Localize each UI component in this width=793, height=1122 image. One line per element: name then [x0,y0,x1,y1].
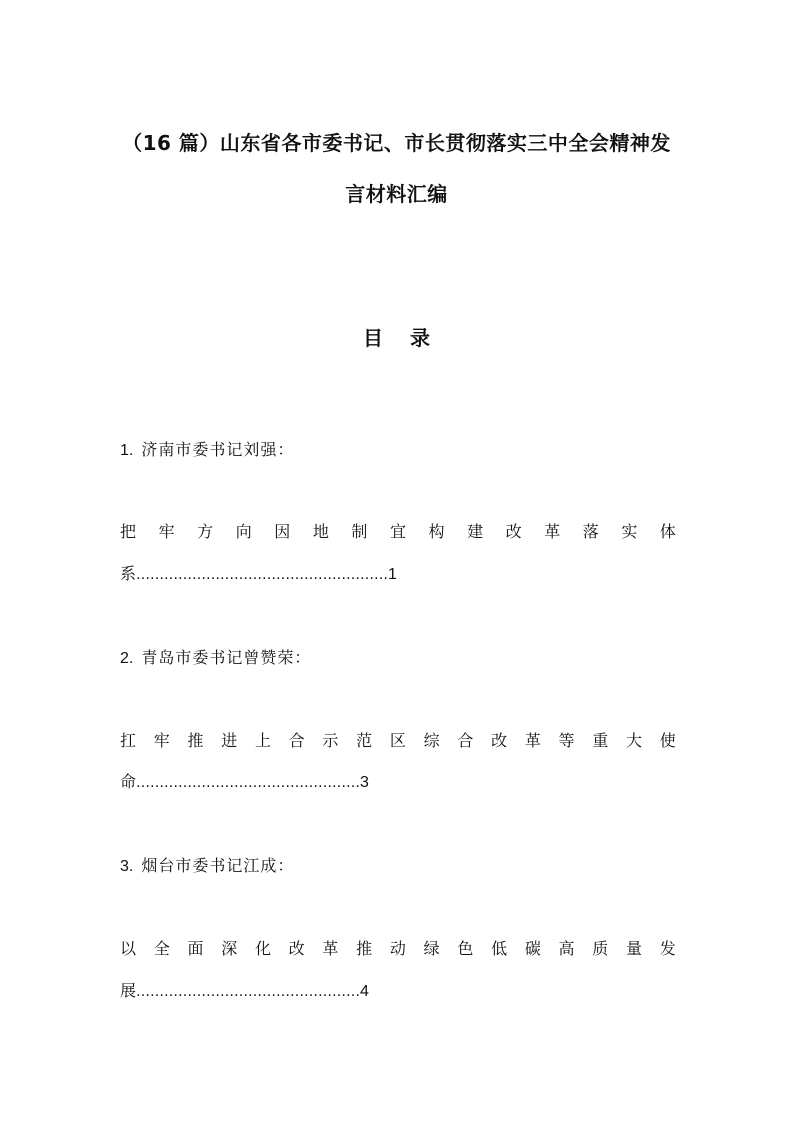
heading-char: 合 [457,731,474,750]
heading-char: 以 [120,939,137,958]
heading-char: 高 [558,939,575,958]
heading-char: 构 [428,522,445,541]
heading-char: 区 [389,731,406,750]
heading-char: 建 [467,522,484,541]
toc-entry-author-text: 青岛市委书记曾赞荣： [141,648,312,667]
heading-char: 重 [592,731,609,750]
toc-entry-heading-line-1[interactable] [120,939,676,959]
heading-char: 质 [592,939,609,958]
heading-char: 合 [288,731,305,750]
heading-char: 上 [254,731,271,750]
heading-char: 等 [558,731,575,750]
heading-char: 革 [544,522,561,541]
heading-char: 面 [187,939,204,958]
toc-entry-number: 2. [120,650,134,667]
heading-char: 牢 [158,522,175,541]
toc-entry-number: 3. [120,858,134,875]
toc-entry-heading-line-2[interactable] [120,772,369,793]
toc-entry-heading-tail: 系 [120,564,137,583]
heading-char: 因 [274,522,291,541]
heading-char: 扛 [120,731,137,750]
toc-entry-leader: ………………………………………… [136,984,361,1000]
heading-char: 落 [582,522,599,541]
toc-entry-leader: ……………………………………………… [136,567,389,583]
heading-char: 革 [322,939,339,958]
heading-char: 实 [621,522,638,541]
toc-entry-author-text: 烟台市委书记江成： [141,856,295,875]
heading-char: 低 [491,939,508,958]
toc-entry-heading-line-1[interactable] [120,522,676,542]
heading-char: 宜 [389,522,406,541]
toc-entry-page-number: 1 [388,566,397,583]
heading-char: 推 [187,731,204,750]
heading-char: 色 [457,939,474,958]
toc-entry-heading-tail: 命 [120,772,137,791]
heading-char: 深 [221,939,238,958]
toc-entry-heading-line-1[interactable] [120,731,676,751]
toc-heading: 目 录 [363,326,440,350]
toc-entry-leader: ………………………………………… [136,775,361,791]
heading-char: 范 [356,731,373,750]
heading-char: 方 [197,522,214,541]
heading-char: 革 [524,731,541,750]
document-title-line-1: （16 篇）山东省各市委书记、市长贯彻落实三中全会精神发 [122,131,671,155]
heading-char: 化 [254,939,271,958]
heading-char: 改 [505,522,522,541]
toc-entry-author [120,440,294,461]
heading-char: 向 [235,522,252,541]
heading-char: 动 [389,939,406,958]
heading-char: 地 [312,522,329,541]
toc-entry-page-number: 3 [360,774,369,791]
document-title-line-2: 言材料汇编 [345,182,448,206]
heading-char: 发 [659,939,676,958]
heading-char: 绿 [423,939,440,958]
heading-char: 推 [356,939,373,958]
heading-char: 把 [120,522,137,541]
toc-entry-author-text: 济南市委书记刘强： [141,440,295,459]
heading-char: 综 [423,731,440,750]
toc-entry-heading-line-2[interactable] [120,981,369,1002]
heading-char: 碳 [524,939,541,958]
heading-char: 大 [626,731,643,750]
toc-entry-number: 1. [120,442,134,459]
toc-entry-page-number: 4 [360,983,369,1000]
toc-entry-author [120,648,311,669]
heading-char: 体 [659,522,676,541]
heading-char: 示 [322,731,339,750]
toc-entry-heading-line-2[interactable] [120,564,397,585]
heading-char: 量 [626,939,643,958]
heading-char: 牢 [153,731,170,750]
heading-char: 制 [351,522,368,541]
heading-char: 进 [221,731,238,750]
heading-char: 使 [659,731,676,750]
heading-char: 全 [153,939,170,958]
toc-entry-heading-tail: 展 [120,981,137,1000]
heading-char: 改 [288,939,305,958]
toc-entry-author [120,856,294,877]
heading-char: 改 [491,731,508,750]
